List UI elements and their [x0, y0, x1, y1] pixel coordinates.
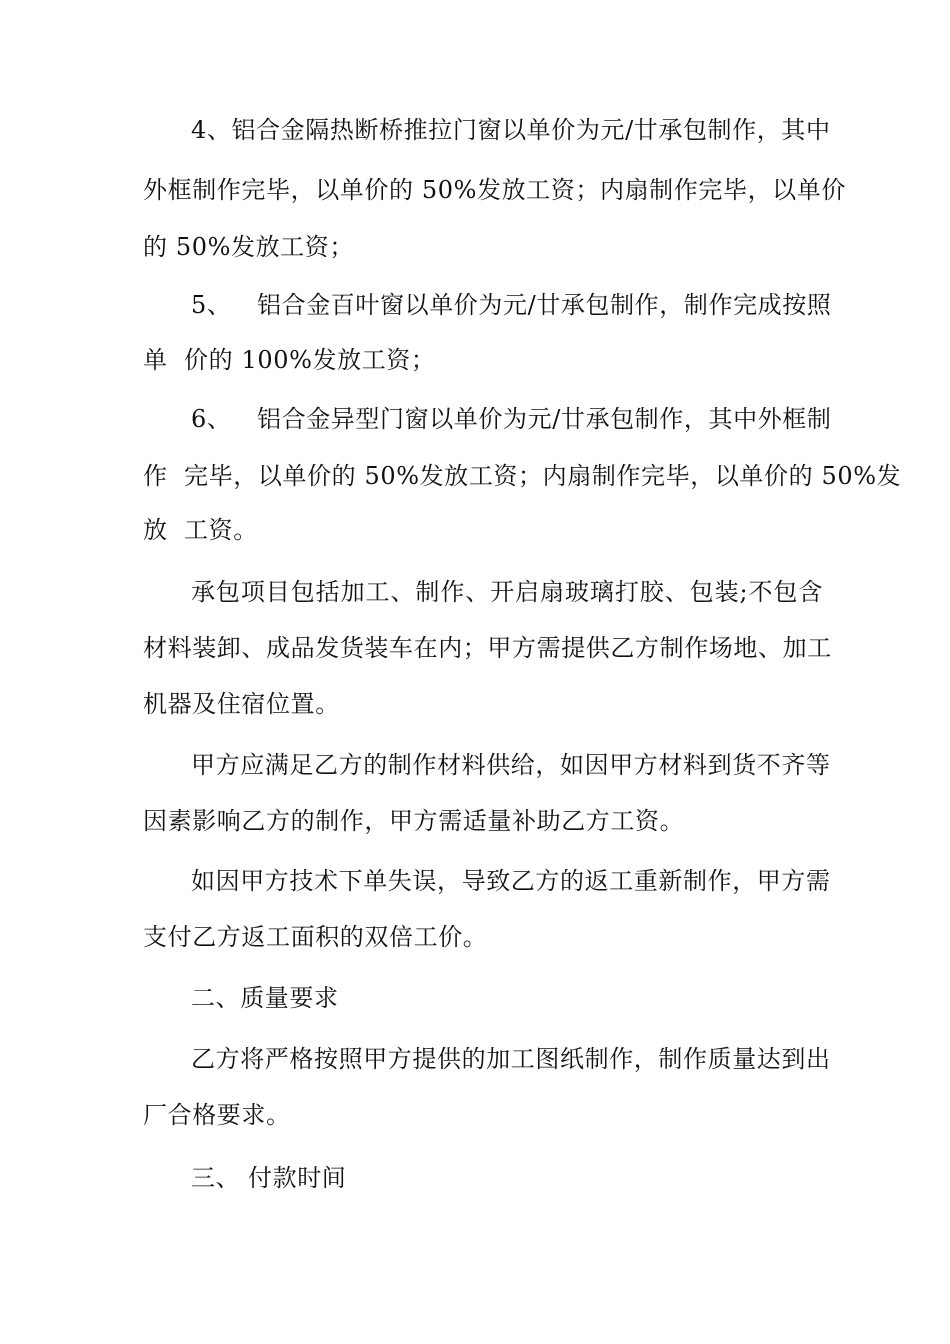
quality-para-line-2: 厂合格要求。 — [143, 1101, 291, 1129]
section-heading-payment: 付款时间 — [248, 1164, 347, 1192]
rework-para-line-1: 如因甲方技术下单失误，导致乙方的返工重新制作，甲方需 — [191, 867, 831, 895]
item-5-line-2: 单 价的 100%发放工资； — [143, 346, 436, 374]
scope-para-line-1: 承包项目包括加工、制作、开启扇玻璃打胶、包装;不包含 — [191, 578, 823, 606]
item-5-line-1: 铝合金百叶窗以单价为元/廿承包制作，制作完成按照 — [257, 291, 832, 319]
supply-para-line-1: 甲方应满足乙方的制作材料供给，如因甲方材料到货不齐等 — [191, 751, 831, 779]
item-6-line-2: 作 完毕，以单价的 50%发放工资；内扇制作完毕，以单价的 50%发 — [143, 462, 902, 490]
quality-para-line-1: 乙方将严格按照甲方提供的加工图纸制作，制作质量达到出 — [191, 1045, 831, 1073]
item-6-line-1: 铝合金异型门窗以单价为元/廿承包制作，其中外框制 — [257, 405, 832, 433]
rework-para-line-2: 支付乙方返工面积的双倍工价。 — [143, 923, 488, 951]
item-4-line-1: 4、铝合金隔热断桥推拉门窗以单价为元/廿承包制作，其中 — [191, 116, 831, 144]
scope-para-line-2: 材料装卸、成品发货装车在内；甲方需提供乙方制作场地、加工 — [143, 634, 832, 662]
supply-para-line-2: 因素影响乙方的制作，甲方需适量补助乙方工资。 — [143, 807, 685, 835]
item-6-line-3: 放 工资。 — [143, 516, 258, 544]
item-4-line-2: 外框制作完毕，以单价的 50%发放工资；内扇制作完毕，以单价 — [143, 176, 846, 204]
item-4-line-3: 的 50%发放工资； — [143, 233, 354, 261]
scope-para-line-3: 机器及住宿位置。 — [143, 690, 340, 718]
item-5-number: 5、 — [191, 291, 232, 319]
section-heading-quality: 二、质量要求 — [191, 984, 339, 1012]
section-heading-payment-number: 三、 — [191, 1164, 241, 1192]
item-6-number: 6、 — [191, 405, 232, 433]
